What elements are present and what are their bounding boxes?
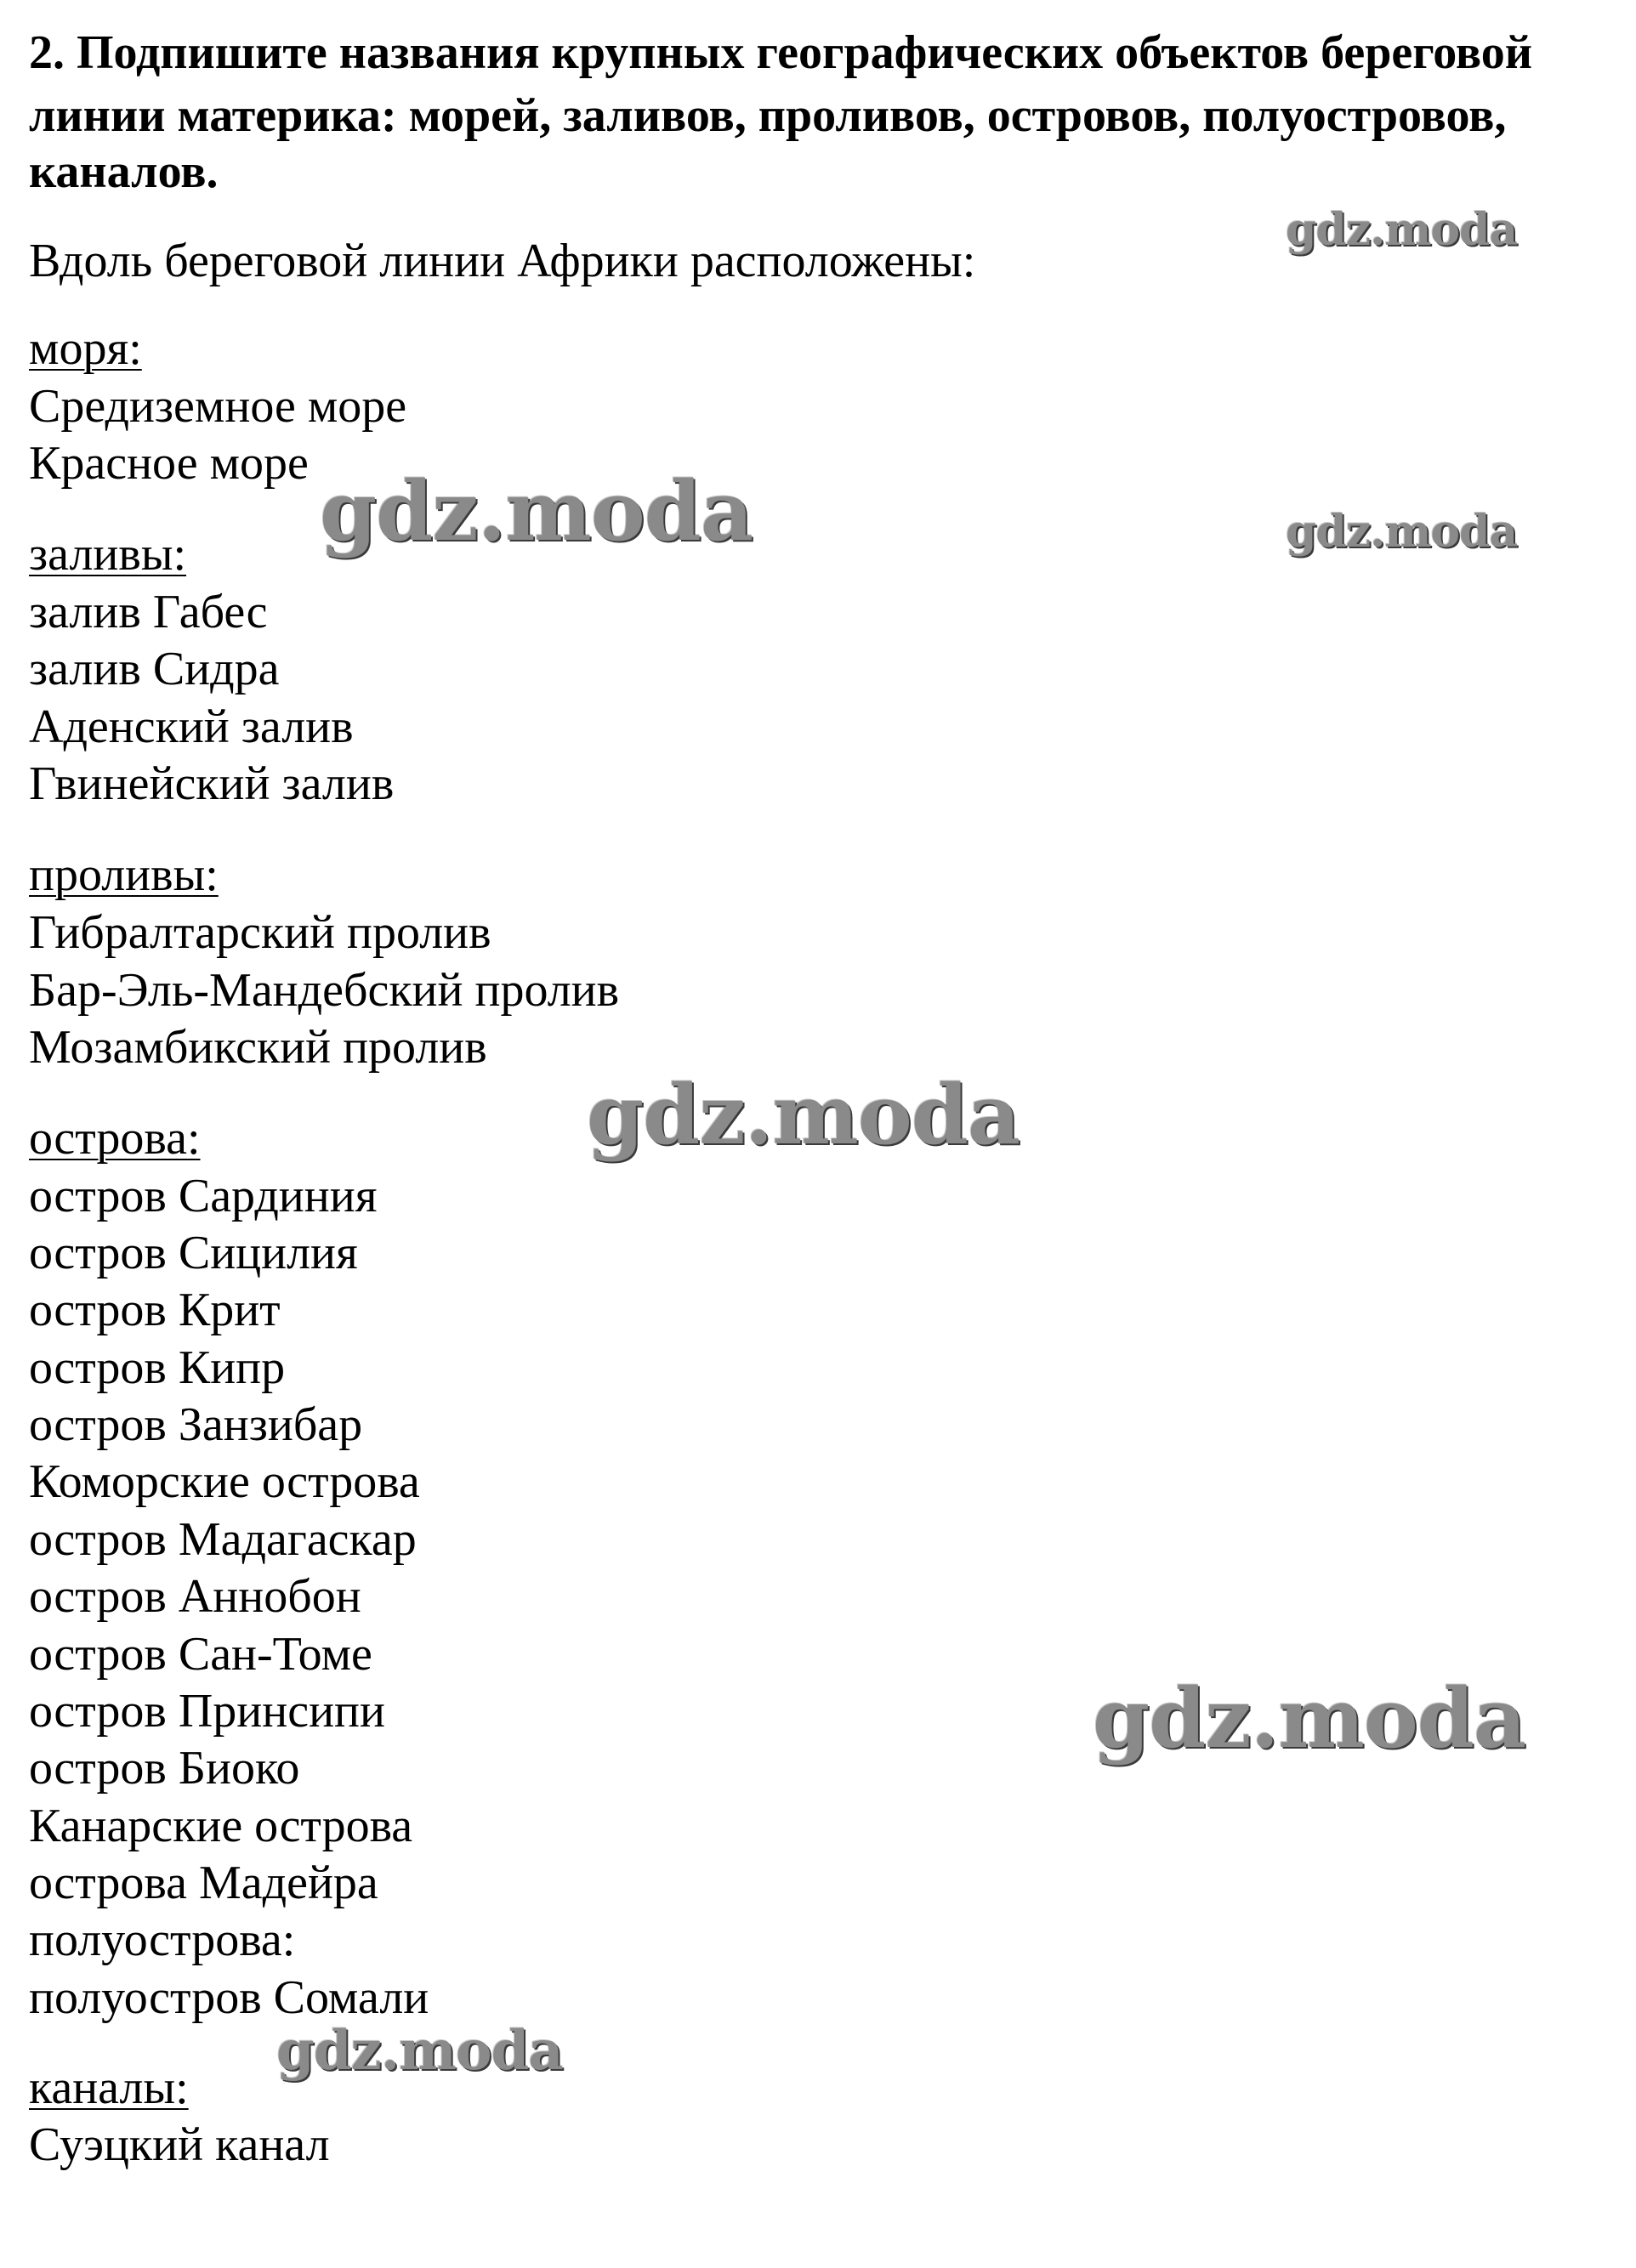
list-item: остров Крит [29, 1284, 281, 1336]
list-item: Гвинейский залив [29, 757, 395, 810]
section-heading-gulfs: заливы: [29, 528, 187, 581]
list-item: остров Кипр [29, 1341, 286, 1394]
list-item: Канарские острова [29, 1800, 413, 1852]
watermark-logo: gdz.moda [587, 1067, 1020, 1163]
list-item: остров Сицилия [29, 1227, 358, 1279]
list-item: Средиземное море [29, 380, 407, 433]
list-item: полуостров Сомали [29, 1971, 429, 2024]
list-item: Суэцкий канал [29, 2118, 330, 2171]
list-item: остров Занзибар [29, 1398, 363, 1451]
list-item: Коморские острова [29, 1455, 420, 1508]
list-item: Гибралтарский пролив [29, 906, 491, 959]
watermark-logo: gdz.moda [1286, 506, 1518, 558]
section-heading-straits: проливы: [29, 848, 219, 901]
list-item: остров Принсипи [29, 1685, 385, 1738]
list-item: залив Габес [29, 586, 268, 638]
list-item: залив Сидра [29, 643, 280, 695]
section-heading-canals: каналы: [29, 2061, 189, 2114]
task-title-line-3: каналов. [29, 145, 219, 198]
watermark-logo: gdz.moda [320, 463, 753, 559]
list-item: остров Сан-Томе [29, 1628, 372, 1681]
list-item: остров Биоко [29, 1742, 300, 1795]
task-title-line-1: 2. Подпишите названия крупных географических объектов береговой [29, 26, 1532, 79]
section-heading-seas: моря: [29, 322, 142, 375]
watermark-logo: gdz.moda [1286, 204, 1518, 256]
list-item: острова Мадейра [29, 1857, 378, 1909]
list-item: остров Мадагаскар [29, 1513, 417, 1566]
task-title-line-2: линии материка: морей, заливов, проливов, островов, полуостровов, [29, 89, 1507, 142]
list-item: Красное море [29, 437, 309, 490]
section-heading-islands: острова: [29, 1112, 201, 1165]
list-item: Бар-Эль-Мандебский пролив [29, 964, 620, 1017]
watermark-logo: gdz.moda [1093, 1670, 1526, 1766]
list-item: Аденский залив [29, 700, 354, 753]
list-item: остров Аннобон [29, 1570, 361, 1623]
section-heading-peninsulas: полуострова: [29, 1914, 296, 1966]
watermark-logo: gdz.moda [276, 2019, 563, 2083]
intro-text: Вдоль береговой линии Африки расположены: [29, 235, 976, 287]
list-item: Мозамбикский пролив [29, 1021, 487, 1074]
list-item: остров Сардиния [29, 1170, 378, 1222]
